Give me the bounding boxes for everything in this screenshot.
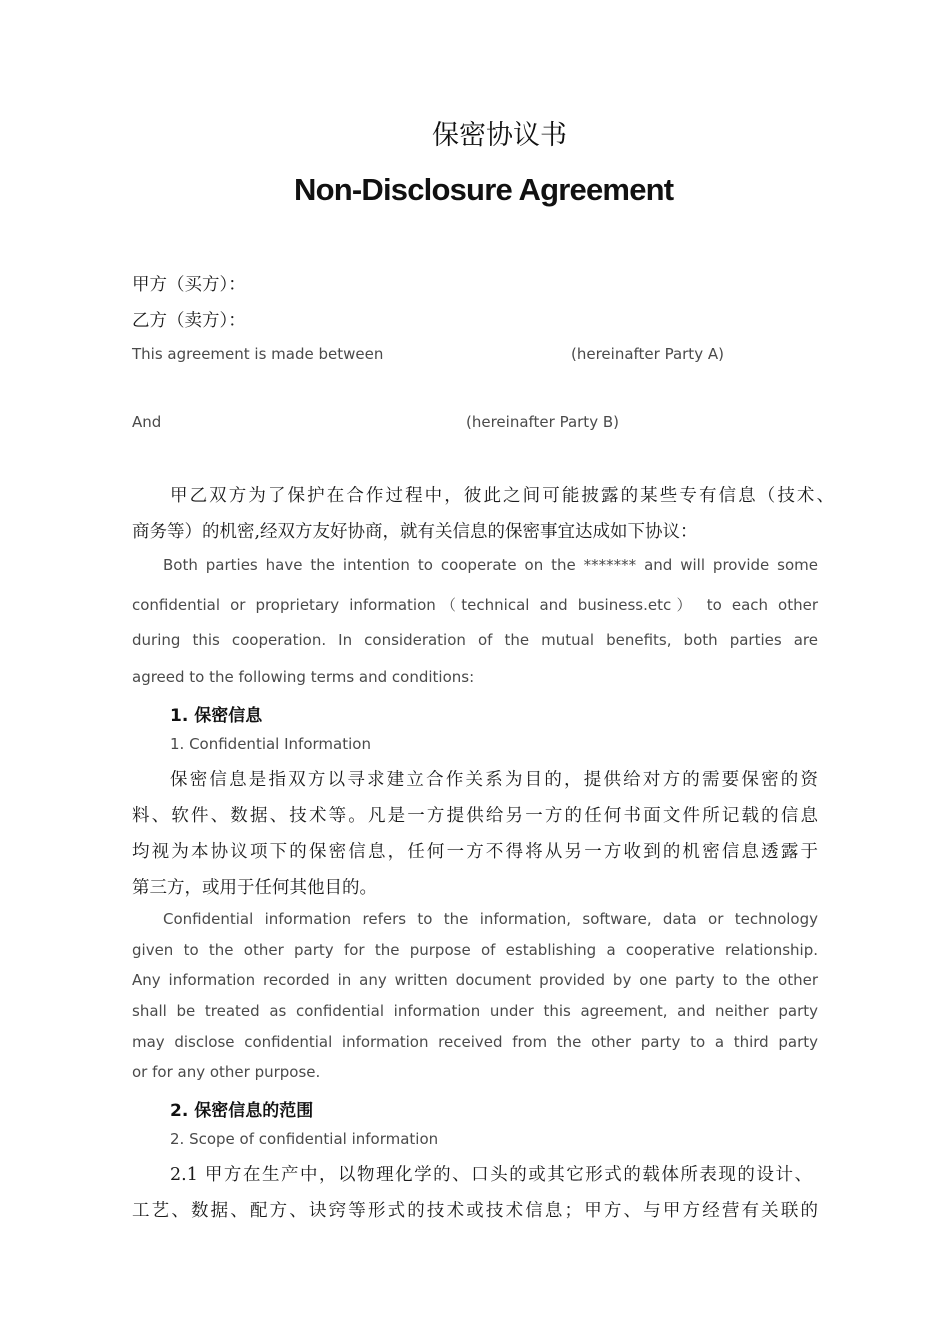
section2-zh-line: 工艺、数据、配方、诀窍等形式的技术或技术信息；甲方、与甲方经营有关联的 [132,1201,818,1221]
section1-zh-line: 料、软件、数据、技术等。凡是一方提供给另一方的任何书面文件所记载的信息 [132,806,818,826]
hereinafter-party-a: (hereinafter Party A) [571,345,724,363]
section1-en-line: Any information recorded in any written document provided by one party to the other [132,971,818,989]
document-title-en: Non-Disclosure Agreement [294,172,674,207]
section2-zh-line: 2.1 甲方在生产中，以物理化学的、口头的或其它形式的载体所表现的设计、 [170,1165,812,1185]
party-b-label: 乙方（卖方）： [132,311,246,331]
section2-heading-zh: 2. 保密信息的范围 [170,1101,314,1121]
document-title-zh: 保密协议书 [432,120,567,151]
section1-en-line: Confidential information refers to the information, software, data or technology [163,910,818,928]
intro-zh-line: 甲乙双方为了保护在合作过程中，彼此之间可能披露的某些专有信息（技术、 [170,486,834,506]
section1-en-line: given to the other party for the purpose of establishing a cooperative relationship. [132,941,818,959]
intro-en-line: Both parties have the intention to cooperate on the ******* and will provide some [163,556,818,574]
made-between-text: This agreement is made between [132,345,384,363]
section1-zh-line: 保密信息是指双方以寻求建立合作关系为目的，提供给对方的需要保密的资 [170,770,818,790]
section2-heading-en: 2. Scope of confidential information [170,1130,439,1148]
intro-en-line: agreed to the following terms and conditions: [132,668,475,686]
and-label: And [132,413,162,431]
section1-en-line: or for any other purpose. [132,1063,321,1081]
section1-en-line: may disclose confidential information received from the other party to a third party [132,1033,818,1051]
section1-zh-line: 均视为本协议项下的保密信息，任何一方不得将从另一方收到的机密信息透露于 [132,842,818,862]
intro-en-line: during this cooperation. In consideration of the mutual benefits, both parties are [132,631,818,649]
section1-zh-line: 第三方，或用于任何其他目的。 [132,878,377,898]
hereinafter-party-b: (hereinafter Party B) [466,413,619,431]
intro-zh-line: 商务等）的机密,经双方友好协商，就有关信息的保密事宜达成如下协议： [132,522,698,542]
section1-heading-en: 1. Confidential Information [170,735,371,753]
party-a-label: 甲方（买方）： [132,275,246,295]
section1-heading-zh: 1. 保密信息 [170,706,263,726]
section1-en-line: shall be treated as confidential information under this agreement, and neither party [132,1002,818,1020]
intro-en-line: confidential or proprietary information（technical and business.etc） to each other [132,596,818,614]
